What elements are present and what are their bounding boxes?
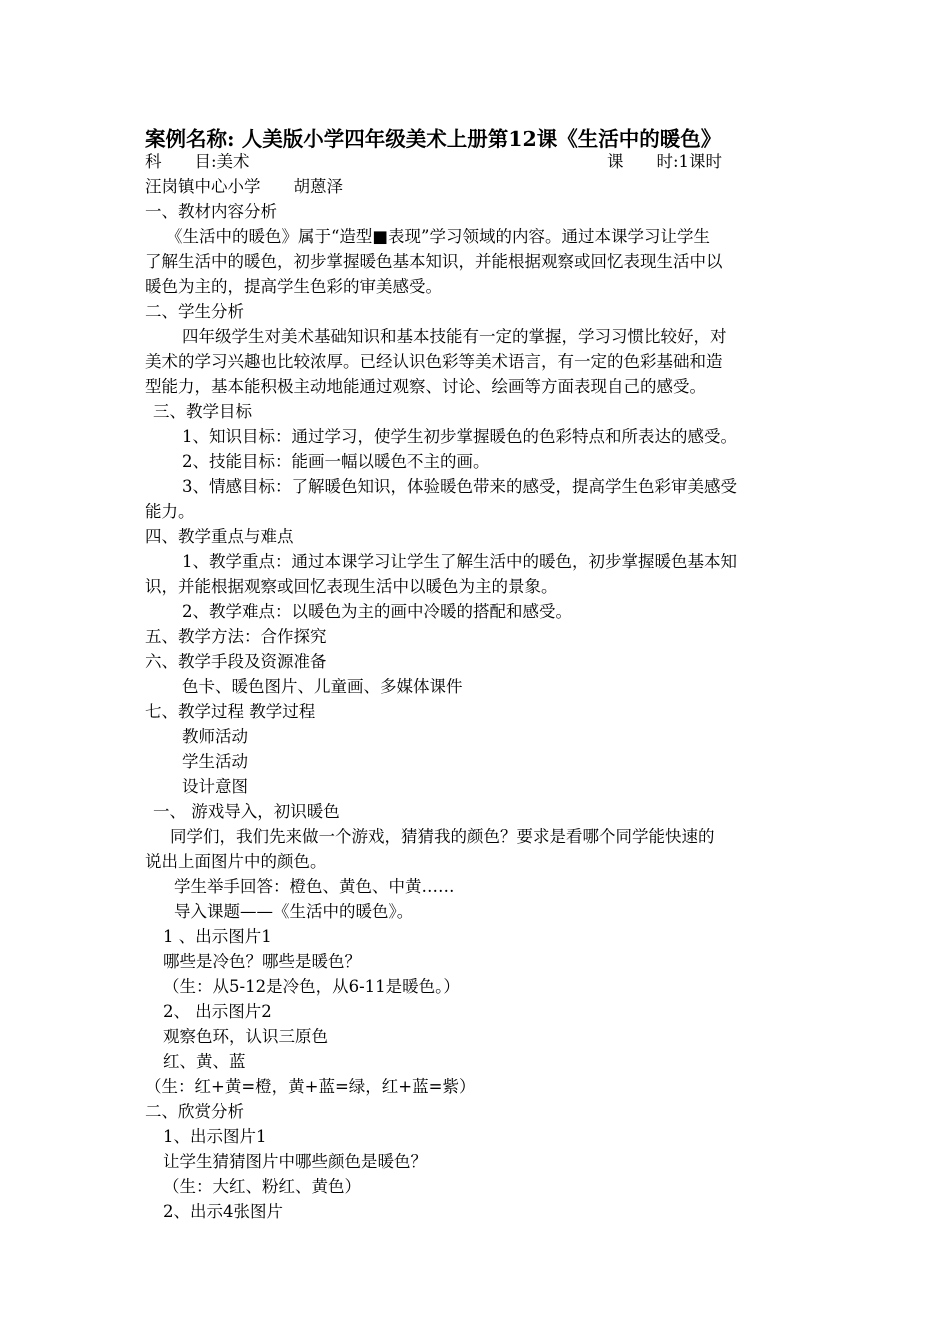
paragraph-line: （生：从5-12是冷色，从6-11是暖色。） [163, 977, 460, 996]
document-title: 案例名称: 人美版小学四年级美术上册第12课《生活中的暖色》 [145, 127, 722, 151]
list-item: 2、 出示图片2 [163, 1002, 272, 1021]
paragraph-line: 能力。 [145, 502, 195, 521]
list-item: 1 、出示图片1 [163, 927, 272, 946]
paragraph-line: 学生举手回答：橙色、黄色、中黄…… [174, 877, 455, 896]
list-item: 1、知识目标：通过学习，使学生初步掌握暖色的色彩特点和所表达的感受。 [182, 427, 737, 446]
paragraph-line: 四年级学生对美术基础知识和基本技能有一定的掌握，学习习惯比较好，对 [182, 327, 727, 346]
section-heading: 一、 游戏导入，初识暖色 [153, 802, 340, 821]
heading-1: 一、教材内容分析 [145, 202, 277, 221]
paragraph-line: 《生活中的暖色》属于“造型■表现”学习领域的内容。通过本课学习让学生 [166, 227, 710, 246]
paragraph-line: （生：红+黄=橙，黄+蓝=绿，红+蓝=紫） [145, 1077, 476, 1096]
list-item: 2、教学难点：以暖色为主的画中冷暖的搭配和感受。 [182, 602, 572, 621]
paragraph-line: 了解生活中的暖色，初步掌握暖色基本知识，并能根据观察或回忆表现生活中以 [145, 252, 723, 271]
paragraph-line: 同学们，我们先来做一个游戏，猜猜我的颜色？要求是看哪个同学能快速的 [170, 827, 715, 846]
paragraph-line: 导入课题——《生活中的暖色》。 [174, 902, 414, 921]
paragraph-line: 美术的学习兴趣也比较浓厚。已经认识色彩等美术语言，有一定的色彩基础和造 [145, 352, 723, 371]
paragraph-line: 型能力，基本能积极主动地能通过观察、讨论、绘画等方面表现自己的感受。 [145, 377, 706, 396]
heading-6: 六、教学手段及资源准备 [145, 652, 327, 671]
section-heading: 二、欣赏分析 [145, 1102, 244, 1121]
paragraph-line: 色卡、暖色图片、儿童画、多媒体课件 [182, 677, 463, 696]
paragraph-line: 识，并能根据观察或回忆表现生活中以暖色为主的景象。 [145, 577, 558, 596]
paragraph-line: 让学生猜猜图片中哪些颜色是暖色？ [163, 1152, 427, 1171]
heading-4: 四、教学重点与难点 [145, 527, 294, 546]
list-item: 3、情感目标：了解暖色知识，体验暖色带来的感受，提高学生色彩审美感受 [182, 477, 737, 496]
paragraph-line: 说出上面图片中的颜色。 [145, 852, 327, 871]
heading-3: 三、教学目标 [153, 402, 252, 421]
list-item: 学生活动 [182, 752, 248, 771]
heading-5: 五、教学方法：合作探究 [145, 627, 327, 646]
heading-2: 二、学生分析 [145, 302, 244, 321]
author-line: 汪岗镇中心小学 胡蒽泽 [145, 177, 343, 196]
period-field: 课 时:1课时 [607, 152, 723, 171]
list-item: 1、出示图片1 [163, 1127, 267, 1146]
paragraph-line: 哪些是冷色？哪些是暖色？ [163, 952, 361, 971]
meta-row [145, 150, 723, 174]
list-item: 教师活动 [182, 727, 248, 746]
heading-7: 七、教学过程 教学过程 [145, 702, 316, 721]
paragraph-line: 红、黄、蓝 [163, 1052, 246, 1071]
list-item: 设计意图 [182, 777, 248, 796]
list-item: 2、技能目标：能画一幅以暖色不主的画。 [182, 452, 490, 471]
paragraph-line: 暖色为主的，提高学生色彩的审美感受。 [145, 277, 442, 296]
list-item: 1、教学重点：通过本课学习让学生了解生活中的暖色，初步掌握暖色基本知 [182, 552, 737, 571]
paragraph-line: （生：大红、粉红、黄色） [163, 1177, 361, 1196]
subject-field: 科 目:美术 [145, 152, 250, 171]
list-item: 2、出示4张图片 [163, 1202, 283, 1221]
paragraph-line: 观察色环，认识三原色 [163, 1027, 328, 1046]
